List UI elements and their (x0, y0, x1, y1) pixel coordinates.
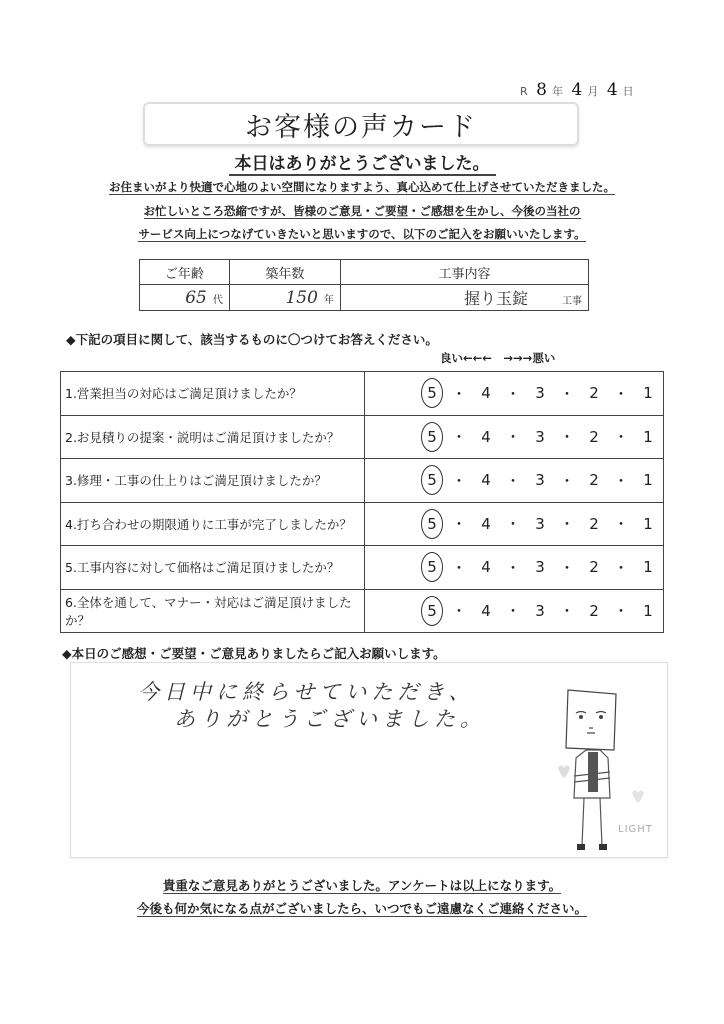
page-title: お客様の声カード (143, 102, 579, 146)
separator: ・ (613, 384, 629, 403)
rating-5-option-5[interactable]: 5 (418, 558, 446, 576)
work-content-unit: 工事 (562, 296, 582, 307)
date-day-value[interactable]: 4 (606, 80, 618, 100)
date-era: R (520, 85, 528, 98)
survey-instruction: ◆下記の項目に関して、該当するものに〇つけてお答えください。 (66, 332, 438, 347)
survey-row-6 (61, 589, 664, 633)
rating-3 (365, 459, 664, 503)
comment-line-2: ありがとうございました。 (174, 707, 486, 731)
intro-line-3 (0, 226, 724, 242)
building-age-value: 150 (285, 287, 318, 308)
rating-6-option-3[interactable]: 3 (535, 601, 545, 620)
date-year-label: 年 (551, 85, 563, 98)
rating-1-option-2[interactable]: 2 (589, 384, 599, 403)
scale-legend: 良い←←← →→→悪い (440, 351, 556, 365)
intro-text-1: お住まいがより快適で心地のよい空間になりますよう、真心込めて仕上げさせていただきました。 (109, 180, 615, 194)
separator: ・ (451, 471, 467, 490)
survey-row-3 (61, 459, 664, 503)
separator: ・ (505, 384, 521, 403)
rating-3-option-4[interactable]: 4 (481, 471, 491, 490)
rating-2-option-2[interactable]: 2 (589, 427, 599, 446)
rating-2-option-5[interactable]: 5 (418, 428, 446, 446)
age-value: 65 (185, 287, 207, 308)
rating-1-option-3[interactable]: 3 (535, 384, 545, 403)
comments-instruction: ◆本日のご感想・ご要望・ご意見ありましたらご記入お願いします。 (62, 646, 446, 661)
header-work-content: 工事内容 (340, 260, 588, 285)
rating-4-option-5[interactable]: 5 (418, 515, 446, 533)
rating-4-option-1[interactable]: 1 (643, 514, 653, 533)
rating-6-option-5[interactable]: 5 (418, 602, 446, 620)
separator: ・ (559, 428, 575, 447)
intro-line-1 (0, 179, 724, 195)
survey-row-2 (61, 415, 664, 459)
rating-4 (365, 502, 664, 546)
closing-text-2: 今後も何か気になる点がございましたら、いつでもご遠慮なくご連絡ください。 (136, 901, 587, 916)
separator: ・ (451, 384, 467, 403)
separator: ・ (505, 471, 521, 490)
date-day-label: 日 (622, 85, 634, 98)
survey-row-1 (61, 372, 664, 416)
intro-text-3: サービス向上につなげていきたいと思いますので、以下のご記入をお願いいたします。 (138, 227, 586, 241)
separator: ・ (451, 602, 467, 621)
rating-1-option-4[interactable]: 4 (481, 384, 491, 403)
rating-2-option-1[interactable]: 1 (643, 427, 653, 446)
age-unit: 代 (212, 294, 223, 306)
date-year-value[interactable]: 8 (536, 80, 547, 100)
survey-row-5 (61, 546, 664, 590)
closing-line-1 (0, 876, 724, 894)
survey-table (60, 371, 664, 633)
rating-3-option-2[interactable]: 2 (589, 471, 599, 490)
rating-4-option-2[interactable]: 2 (589, 514, 599, 533)
separator: ・ (559, 602, 575, 621)
separator: ・ (505, 558, 521, 577)
rating-1-option-5[interactable]: 5 (418, 384, 446, 402)
mascot-label: LIGHT (618, 824, 653, 835)
intro-text-2: お忙しいところ恐縮ですが、皆様のご意見・ご要望・ご感想を生かし、今後の当社の (143, 204, 581, 218)
separator: ・ (613, 602, 629, 621)
rating-5-option-4[interactable]: 4 (481, 558, 491, 577)
rating-5-option-3[interactable]: 3 (535, 558, 545, 577)
rating-5-option-2[interactable]: 2 (589, 558, 599, 577)
info-value-row (140, 285, 589, 311)
separator: ・ (451, 558, 467, 577)
separator: ・ (559, 515, 575, 534)
date-month-label: 月 (587, 85, 599, 98)
rating-1-option-1[interactable]: 1 (643, 384, 653, 403)
question-2: 2.お見積りの提案・説明はご満足頂けましたか？ (61, 415, 365, 459)
separator: ・ (613, 471, 629, 490)
building-age-unit: 年 (323, 294, 334, 306)
separator: ・ (559, 471, 575, 490)
rating-3-option-3[interactable]: 3 (535, 471, 545, 490)
question-1: 1.営業担当の対応はご満足頂けましたか？ (61, 372, 365, 416)
rating-2 (365, 415, 664, 459)
separator: ・ (505, 515, 521, 534)
rating-2-option-3[interactable]: 3 (535, 427, 545, 446)
rating-2-option-4[interactable]: 4 (481, 427, 491, 446)
work-content-field[interactable] (340, 285, 588, 311)
closing-text-1: 貴重なご意見ありがとうございました。アンケートは以上になります。 (162, 878, 562, 893)
question-6: 6.全体を通して、マナー・対応はご満足頂けましたか？ (61, 589, 365, 633)
separator: ・ (505, 602, 521, 621)
building-age-field[interactable] (229, 285, 340, 311)
thanks-heading (0, 149, 724, 174)
separator: ・ (505, 428, 521, 447)
rating-6 (365, 589, 664, 633)
header-age: ご年齢 (140, 260, 230, 285)
rating-4-option-3[interactable]: 3 (535, 514, 545, 533)
rating-5-option-1[interactable]: 1 (643, 558, 653, 577)
rating-5 (365, 546, 664, 590)
separator: ・ (613, 515, 629, 534)
rating-6-option-1[interactable]: 1 (643, 601, 653, 620)
rating-3-option-5[interactable]: 5 (418, 471, 446, 489)
question-3: 3.修理・工事の仕上りはご満足頂けましたか？ (61, 459, 365, 503)
rating-3-option-1[interactable]: 1 (643, 471, 653, 490)
separator: ・ (559, 384, 575, 403)
mascot-illustration (556, 688, 656, 856)
closing-line-2 (0, 899, 724, 917)
info-header-row (140, 260, 589, 285)
comment-line-1: 今日中に終らせていただき、 (138, 680, 475, 704)
date-field (520, 80, 634, 100)
rating-4-option-4[interactable]: 4 (481, 514, 491, 533)
rating-1 (365, 372, 664, 416)
customer-info-table (139, 259, 589, 311)
thanks-text: 本日はありがとうございました。 (229, 154, 496, 176)
rating-6-option-4[interactable]: 4 (481, 601, 491, 620)
work-content-value: 握り玉錠 (463, 289, 528, 308)
date-month-value[interactable]: 4 (571, 80, 583, 100)
question-4: 4.打ち合わせの期限通りに工事が完了しましたか？ (61, 502, 365, 546)
separator: ・ (451, 515, 467, 534)
rating-6-option-2[interactable]: 2 (589, 601, 599, 620)
survey-row-4 (61, 502, 664, 546)
question-5: 5.工事内容に対して価格はご満足頂けましたか？ (61, 546, 365, 590)
separator: ・ (559, 558, 575, 577)
age-field[interactable] (140, 285, 230, 311)
header-building-age: 築年数 (229, 260, 340, 285)
separator: ・ (613, 558, 629, 577)
separator: ・ (451, 428, 467, 447)
separator: ・ (613, 428, 629, 447)
intro-line-2 (0, 203, 724, 219)
